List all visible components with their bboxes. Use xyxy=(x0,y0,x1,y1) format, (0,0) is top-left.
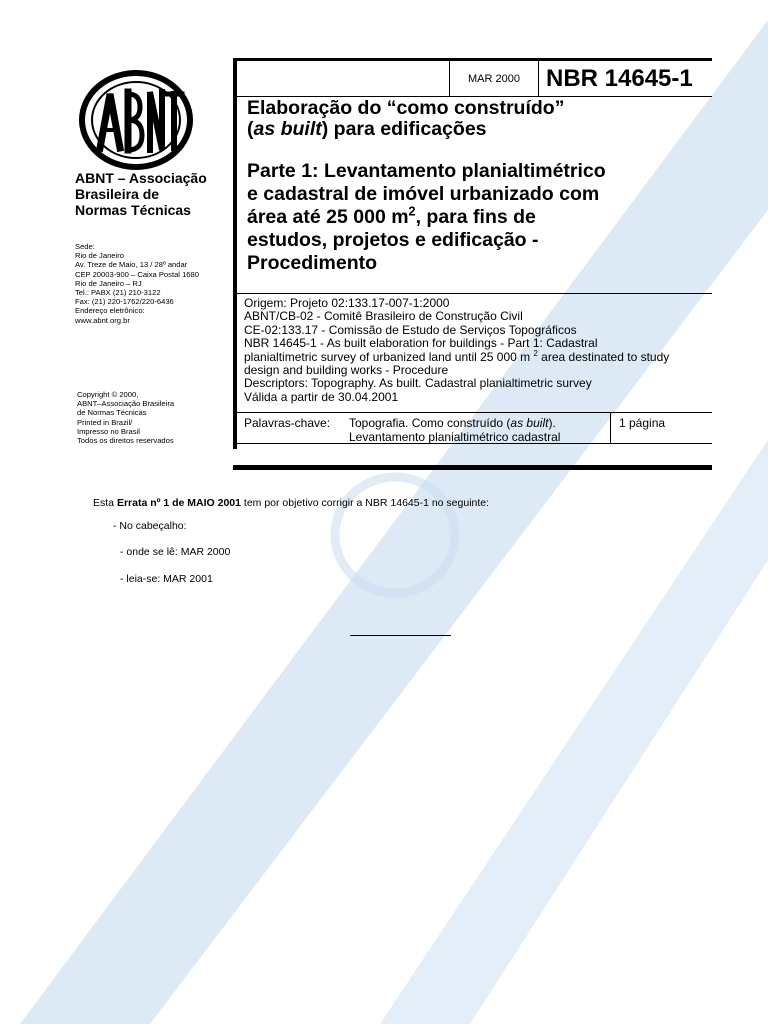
meta-committee: ABNT/CB-02 - Comitê Brasileiro de Construção Civil xyxy=(244,309,523,324)
copyright-notice xyxy=(77,390,237,445)
subtitle-line: e cadastral de imóvel urbanizado com xyxy=(247,183,600,205)
title-line: (as built) para edificações xyxy=(247,118,487,140)
copyright-line: Todos os direitos reservados xyxy=(77,436,174,446)
meta-descriptors: Descriptors: Topography. As built. Cadastral planialtimetric survey xyxy=(244,376,592,391)
meta-origin: Origem: Projeto 02:133.17-007-1:2000 xyxy=(244,296,450,310)
meta-english-title: NBR 14645-1 - As built elaboration for buildings - Part 1: Cadastral xyxy=(244,336,598,351)
org-name-line: Brasileira de xyxy=(75,186,160,202)
standard-date: MAR 2000 xyxy=(449,61,539,97)
organization-address xyxy=(75,242,235,325)
address-line: CEP 20003-900 – Caixa Postal 1680 xyxy=(75,269,199,279)
subtitle-line: estudos, projetos e edificação - xyxy=(247,229,539,251)
address-line: Av. Treze de Maio, 13 / 28º andar xyxy=(75,260,188,270)
header-left-rule xyxy=(233,58,237,449)
address-line: Tel.: PABX (21) 210-3122 xyxy=(75,288,161,298)
copyright-line: Impresso no Brasil xyxy=(77,426,140,436)
title-line: Elaboração do “como construído” xyxy=(247,97,565,119)
errata-intro: Esta Errata nº 1 de MAIO 2001 tem por objetivo corrigir a NBR 14645-1 no seguinte: xyxy=(93,497,490,509)
keywords-line: Levantamento planialtimétrico cadastral xyxy=(349,430,561,444)
meta-valid-from: Válida a partir de 30.04.2001 xyxy=(244,389,399,404)
keywords-label: Palavras-chave: xyxy=(244,416,331,430)
document-subtitle xyxy=(247,160,712,275)
organization-name xyxy=(75,170,225,218)
meta-english-title: planialtimetric survey of urbanized land until 25 000 m $^2$ area destinated to study xyxy=(244,348,670,364)
errata-item: - leia-se: MAR 2001 xyxy=(120,573,213,585)
keywords-text xyxy=(349,416,560,444)
meta-commission: CE-02:133.17 - Comissão de Estudo de Serviços Topográficos xyxy=(244,322,577,337)
document-metadata xyxy=(244,297,712,404)
keywords-top-divider xyxy=(237,412,712,413)
meta-divider xyxy=(237,293,712,294)
copyright-line: de Normas Técnicas xyxy=(77,408,147,418)
org-name-line: Normas Técnicas xyxy=(75,202,191,218)
abnt-logo xyxy=(78,70,194,170)
meta-english-title: design and building works - Procedure xyxy=(244,363,449,378)
document-title xyxy=(247,98,712,140)
copyright-line: ABNT–Associação Brasileira xyxy=(77,399,175,409)
address-line: www.abnt.org.br xyxy=(75,315,130,325)
errata-item: - onde se lê: MAR 2000 xyxy=(120,546,231,558)
address-line: Fax: (21) 220-1762/220-6436 xyxy=(75,297,174,307)
copyright-line: Copyright © 2000, xyxy=(77,390,139,399)
address-line: Sede: xyxy=(75,242,95,251)
keywords-line: Topografia. Como construído (as built). xyxy=(349,416,556,430)
page-count: 1 página xyxy=(619,416,666,430)
address-line: Rio de Janeiro xyxy=(75,251,124,261)
address-line: Rio de Janeiro – RJ xyxy=(75,278,142,288)
copyright-line: Printed in Brazil/ xyxy=(77,417,133,427)
closing-rule xyxy=(350,635,451,636)
address-line: Endereço eletrônico: xyxy=(75,306,145,316)
subtitle-line: Procedimento xyxy=(247,252,378,274)
keywords-column-divider xyxy=(610,412,611,443)
subtitle-line: área até 25 000 $m^2$, para fins de xyxy=(247,204,536,228)
subtitle-line: Parte 1: Levantamento planialtimétrico xyxy=(247,160,606,182)
errata-item: - No cabeçalho: xyxy=(113,520,187,532)
org-name-line: ABNT – Associação xyxy=(75,170,207,186)
errata-top-rule xyxy=(233,465,712,470)
standard-number: NBR 14645-1 xyxy=(546,65,693,92)
